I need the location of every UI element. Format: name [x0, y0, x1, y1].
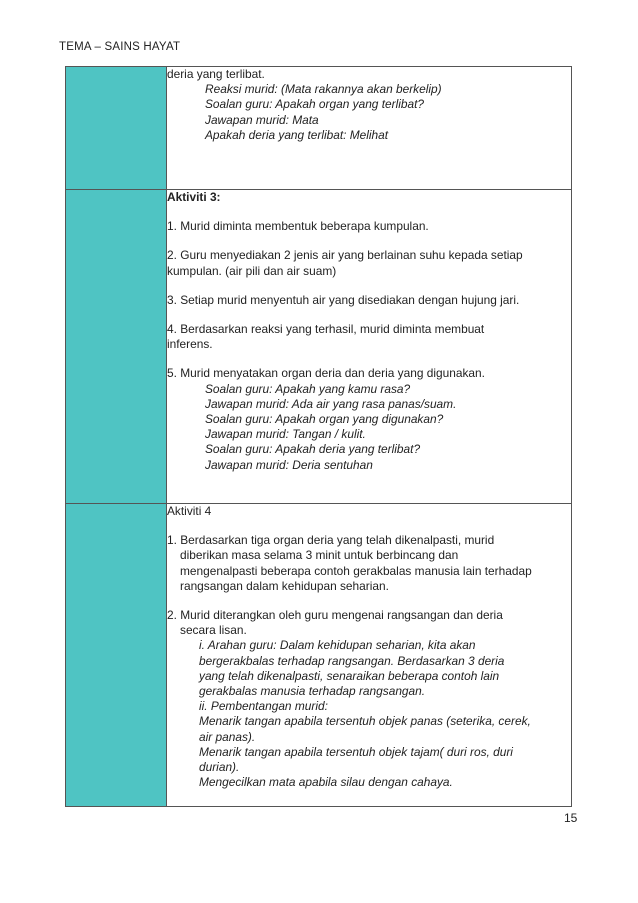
- activity-heading: Aktiviti 4: [167, 504, 212, 518]
- sub-line: Menarik tangan apabila tersentuh objek tajam( duri ros, duri: [199, 744, 513, 759]
- step-text: inferens.: [167, 337, 213, 352]
- step-text: 1. Berdasarkan tiga organ deria yang telah dikenalpasti, murid: [167, 533, 495, 548]
- sub-line: ii. Pembentangan murid:: [199, 699, 328, 714]
- qa-line: Soalan guru: Apakah deria yang terlibat?: [205, 442, 421, 457]
- step-text: 2. Murid diterangkan oleh guru mengenai rangsangan dan deria: [167, 608, 503, 623]
- page-number: 15: [564, 811, 578, 825]
- qa-line: Jawapan murid: Deria sentuhan: [205, 457, 373, 472]
- sub-line: gerakbalas manusia terhadap rangsangan.: [199, 684, 426, 699]
- sub-line: Mengecilkan mata apabila silau dengan cahaya.: [199, 775, 453, 790]
- sub-line: yang telah dikenalpasti, senaraikan beberapa contoh lain: [199, 668, 500, 683]
- sub-line: Menarik tangan apabila tersentuh objek panas (seterika, cerek,: [199, 714, 531, 729]
- row-content: [167, 190, 572, 504]
- lesson-plan-table: [65, 66, 572, 807]
- row-content: [167, 504, 572, 807]
- sense-line: Apakah deria yang terlibat: Melihat: [205, 127, 389, 142]
- question-line: Soalan guru: Apakah organ yang terlibat?: [205, 97, 425, 112]
- qa-line: Soalan guru: Apakah organ yang digunakan?: [205, 412, 444, 427]
- step-text: 3. Setiap murid menyentuh air yang disediakan dengan hujung jari.: [167, 292, 520, 307]
- page-header: TEMA – SAINS HAYAT: [59, 41, 181, 53]
- step-text: mengenalpasti beberapa contoh gerakbalas manusia lain terhadap: [180, 563, 532, 578]
- step-text: 5. Murid menyatakan organ deria dan deria yang digunakan.: [167, 366, 485, 381]
- row-band: [66, 504, 167, 807]
- sub-line: air panas).: [199, 729, 256, 744]
- step-text: secara lisan.: [180, 623, 247, 638]
- table-row: [66, 190, 572, 504]
- table-row: [66, 504, 572, 807]
- row-band: [66, 67, 167, 190]
- step-text: rangsangan dalam kehidupan seharian.: [180, 578, 389, 593]
- qa-line: Soalan guru: Apakah yang kamu rasa?: [205, 381, 411, 396]
- table-row: [66, 67, 572, 190]
- step-text: 1. Murid diminta membentuk beberapa kumpulan.: [167, 219, 429, 234]
- intro-text: deria yang terlibat.: [167, 67, 265, 81]
- row-band: [66, 190, 167, 504]
- row-content: [167, 67, 572, 190]
- sub-line: bergerakbalas terhadap rangsangan. Berdasarkan 3 deria: [199, 653, 505, 668]
- reaction-line: Reaksi murid: (Mata rakannya akan berkelip): [205, 82, 442, 97]
- sub-line: i. Arahan guru: Dalam kehidupan seharian, kita akan: [199, 638, 476, 653]
- step-text: 2. Guru menyediakan 2 jenis air yang berlainan suhu kepada setiap: [167, 248, 523, 263]
- step-text: 4. Berdasarkan reaksi yang terhasil, murid diminta membuat: [167, 322, 485, 337]
- step-text: diberikan masa selama 3 minit untuk berbincang dan: [180, 548, 459, 563]
- step-text: kumpulan. (air pili dan air suam): [167, 263, 337, 278]
- qa-line: Jawapan murid: Ada air yang rasa panas/suam.: [205, 396, 457, 411]
- answer-line: Jawapan murid: Mata: [205, 112, 319, 127]
- activity-heading: Aktiviti 3:: [167, 190, 221, 204]
- qa-line: Jawapan murid: Tangan / kulit.: [205, 427, 366, 442]
- sub-line: durian).: [199, 760, 240, 775]
